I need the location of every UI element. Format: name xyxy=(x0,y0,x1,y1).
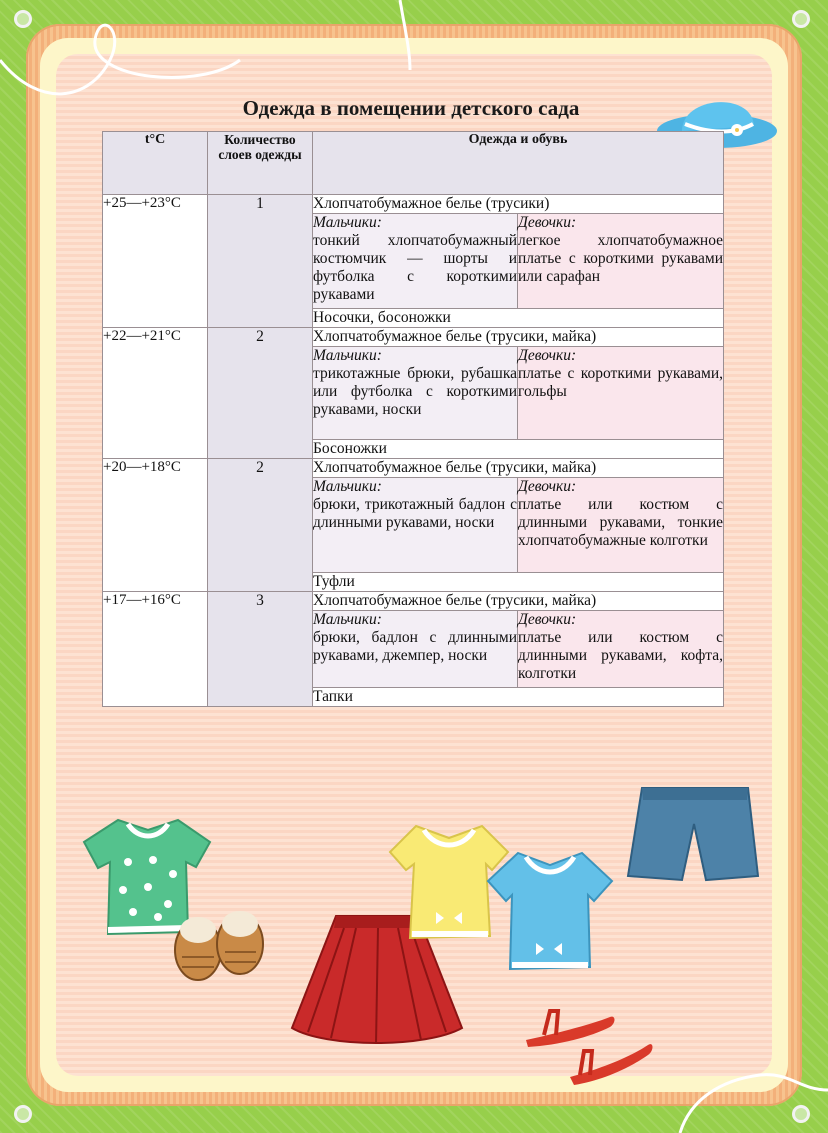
boys-cell xyxy=(313,214,518,309)
boys-clothing: трикотажные брюки, рубашка или футболка с короткими рукавами, носки xyxy=(313,365,517,418)
boys-label: Мальчики: xyxy=(313,611,382,628)
boys-label: Мальчики: xyxy=(313,214,382,231)
boys-clothing: брюки, бадлон с длинными рукавами, джемпер, носки xyxy=(313,629,517,664)
underwear-cell: Хлопчатобумажное белье (трусики) xyxy=(313,195,724,214)
boys-clothing: брюки, трикотажный бадлон с длинными рукавами, носки xyxy=(313,496,517,531)
girls-label: Девочки: xyxy=(518,611,577,628)
girls-cell xyxy=(518,347,724,440)
girls-label: Девочки: xyxy=(518,214,577,231)
layers-cell: 3 xyxy=(208,592,313,707)
blue-shorts-icon xyxy=(624,780,760,890)
table-row xyxy=(103,459,724,478)
girls-clothing: легкое хлопчатобумажное платье с короткими рукавами или сарафан xyxy=(518,232,724,285)
clothing-table xyxy=(102,131,724,707)
table-row xyxy=(103,328,724,347)
girls-clothing: платье с короткими рукавами, гольфы xyxy=(518,365,724,400)
table-header-row xyxy=(103,132,724,195)
underwear-cell: Хлопчатобумажное белье (трусики, майка) xyxy=(313,592,724,611)
temperature-cell: +25—+23°С xyxy=(103,195,208,328)
girls-cell xyxy=(518,214,724,309)
boys-cell xyxy=(313,611,518,688)
table-row xyxy=(103,592,724,611)
girls-label: Девочки: xyxy=(518,478,577,495)
boys-label: Мальчики: xyxy=(313,478,382,495)
layers-cell: 2 xyxy=(208,459,313,592)
footwear-cell: Туфли xyxy=(313,573,724,592)
footwear-cell: Босоножки xyxy=(313,440,724,459)
footwear-cell: Носочки, босоножки xyxy=(313,309,724,328)
temperature-cell: +20—+18°С xyxy=(103,459,208,592)
boys-label: Мальчики: xyxy=(313,347,382,364)
header-layers: Количество слоев одежды xyxy=(208,132,313,195)
header-clothing: Одежда и обувь xyxy=(313,132,724,195)
table-row xyxy=(103,195,724,214)
header-temperature: t°C xyxy=(103,132,208,195)
layers-cell: 2 xyxy=(208,328,313,459)
layers-cell: 1 xyxy=(208,195,313,328)
temperature-cell: +22—+21°С xyxy=(103,328,208,459)
girls-clothing: платье или костюм с длинными рукавами, тонкие хлопчатобумажные колготки xyxy=(518,496,724,549)
girls-clothing: платье или костюм с длинными рукавами, кофта, колготки xyxy=(518,629,724,682)
footwear-cell: Тапки xyxy=(313,688,724,707)
boys-clothing: тонкий хлопчатобумажный костюмчик — шорты и футболка с короткими рукавами xyxy=(313,232,517,303)
girls-cell xyxy=(518,611,724,688)
girls-label: Девочки: xyxy=(518,347,577,364)
underwear-cell: Хлопчатобумажное белье (трусики, майка) xyxy=(313,459,724,478)
girls-cell xyxy=(518,478,724,573)
boys-cell xyxy=(313,478,518,573)
page-title: Одежда в помещении детского сада xyxy=(242,96,580,120)
temperature-cell: +17—+16°С xyxy=(103,592,208,707)
blue-shirt-icon xyxy=(480,845,620,980)
boys-cell xyxy=(313,347,518,440)
red-sandals-icon xyxy=(520,1005,660,1090)
underwear-cell: Хлопчатобумажное белье (трусики, майка) xyxy=(313,328,724,347)
slippers-icon xyxy=(170,902,270,984)
